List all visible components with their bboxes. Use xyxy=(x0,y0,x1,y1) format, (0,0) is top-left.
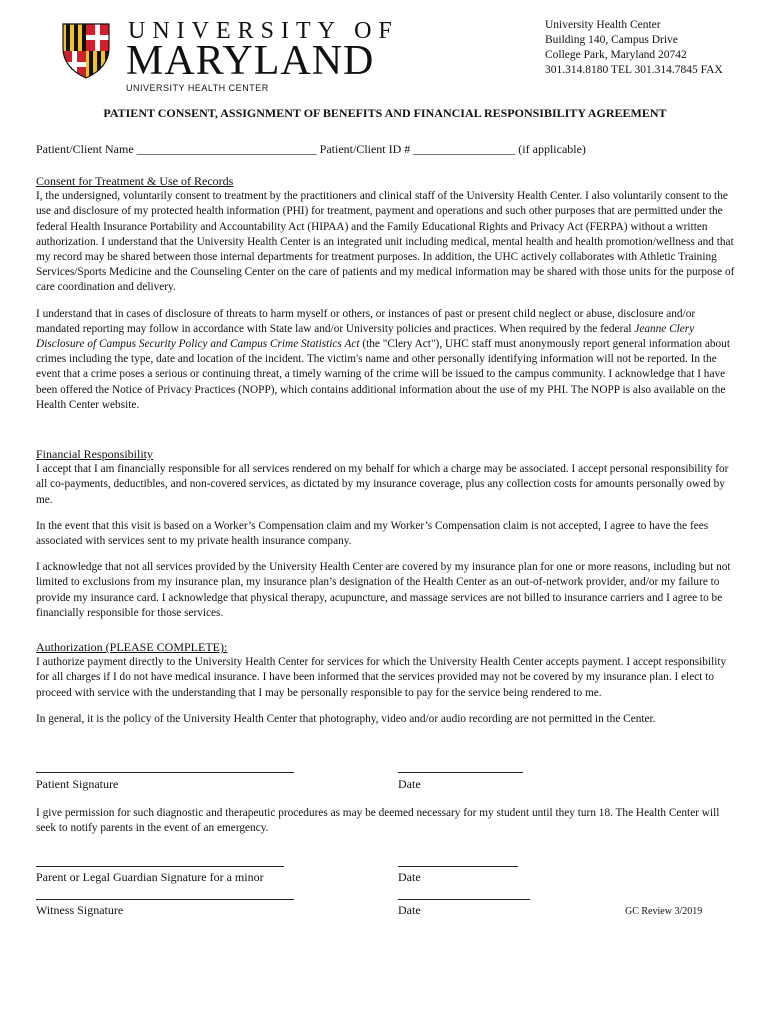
address-line: University Health Center xyxy=(545,19,661,31)
patient-name-id-field[interactable]: Patient/Client Name ______________________________ Patient/Client ID # _________________ (if applicable) xyxy=(36,142,586,156)
witness-signature-label: Witness Signature xyxy=(36,903,124,917)
patient-signature-label: Patient Signature xyxy=(36,777,119,791)
authorization-heading: Authorization (PLEASE COMPLETE): xyxy=(36,640,228,654)
authorization-paragraph-2: In general, it is the policy of the University Health Center that photography, video and/or audio recording are not permitted in the Center. xyxy=(36,712,656,725)
financial-heading: Financial Responsibility xyxy=(36,447,153,461)
financial-paragraph-1: I accept that I am financially responsible for all services rendered on my behalf for which a charge may be associated. I accept personal responsibility for all co-payments, deductibles, and non-covered services, as dictated by my insurance coverage, plus any collection costs for amounts personally owed by me. xyxy=(36,463,729,506)
consent-section xyxy=(36,174,736,413)
guardian-date-line[interactable] xyxy=(398,866,518,867)
financial-section xyxy=(36,447,736,621)
consent-heading: Consent for Treatment & Use of Records xyxy=(36,174,234,188)
consent-p2-text-a: I understand that in cases of disclosure of threats to harm myself or others, or instances of past or present child neglect or abuse, disclosure and/or mandated reporting may follow in accordance with State law and/or University policies and practices. When required by the federal xyxy=(36,307,696,335)
witness-signature-line[interactable] xyxy=(36,899,294,900)
phone-fax-line: 301.314.8180 TEL 301.314.7845 FAX xyxy=(545,64,723,76)
witness-date-label: Date xyxy=(398,903,421,917)
financial-paragraph-2: In the event that this visit is based on a Worker’s Compensation claim and my Worker’s Compensation claim is not accepted, I agree to have the fees associated with services sent to my private health insurance company. xyxy=(36,519,709,548)
minor-permission-text: I give permission for such diagnostic and therapeutic procedures as may be deemed necessary for my student until they turn 18. The Health Center will seek to notify parents in the event of an emergency. xyxy=(36,807,720,835)
authorization-paragraph-1: I authorize payment directly to the University Health Center for services for which the University Health Center accepts payment. I accept responsibility for all charges if I do not have medical insurance. I have been informed that the services provided may not be covered by my insurance plan. I elect to proceed with service with the understanding that I may be personally responsible to pay for the service being rendered to me. xyxy=(36,656,727,699)
authorization-section xyxy=(36,640,736,727)
minor-permission-section xyxy=(36,806,736,836)
consent-paragraph-1: I, the undersigned, voluntarily consent to treatment by the practitioners and clinical staff of the University Health Center. I also voluntarily consent to the use and disclosure of my protected health information (PHI) for treatment, payment and operations and such other purposes that are permitted under the federal Health Insurance Portability and Accountability Act (HIPAA) and the Family Educational Rights and Privacy Act (FERPA) without a written authorization. I understand that the University Health Center is an integrated unit including medical, mental health and health promotion/wellness and that my record may be shared between those internal departments for treatment purposes. In addition, the UHC actively collaborates with Athletic Training Services/Sports Medicine and the Counseling Center on the care of patients and my medical information may be shared with those units for the purpose of care coordination and delivery. xyxy=(36,190,735,294)
maryland-flag-shield-icon xyxy=(55,18,117,80)
clery-act-title: Jeanne Clery Disclosure of Campus Security Policy and Campus Crime Statistics Act xyxy=(36,322,695,351)
financial-paragraph-3: I acknowledge that not all services provided by the University Health Center are covered by my insurance plan for one or more reasons, including but not limited to exclusions from my insurance plan, my insurance plan’s designation of the Health Center as an out-of-network provider, and/or my failure to provide my insurance card. I acknowledge that physical therapy, acupuncture, and massage services are not billed to insurance carriers and I agree to be financially responsible for those services. xyxy=(36,561,731,619)
consent-paragraph-2 xyxy=(36,307,736,413)
health-center-subtitle: UNIVERSITY HEALTH CENTER xyxy=(126,83,269,93)
witness-date-line[interactable] xyxy=(398,899,530,900)
guardian-signature-line[interactable] xyxy=(36,866,284,867)
document-title: PATIENT CONSENT, ASSIGNMENT OF BENEFITS AND FINANCIAL RESPONSIBILITY AGREEMENT xyxy=(103,106,667,120)
address-block xyxy=(545,18,723,78)
guardian-signature-label: Parent or Legal Guardian Signature for a minor xyxy=(36,870,264,884)
address-line: College Park, Maryland 20742 xyxy=(545,49,687,61)
address-line: Building 140, Campus Drive xyxy=(545,34,678,46)
guardian-date-label: Date xyxy=(398,870,421,884)
patient-signature-line[interactable] xyxy=(36,772,294,773)
review-stamp: GC Review 3/2019 xyxy=(625,906,703,917)
patient-date-line[interactable] xyxy=(398,772,523,773)
maryland-wordmark: MARYLAND xyxy=(126,38,375,84)
consent-p2-text-b: (the "Clery Act"), UHC staff must anonymously report general information about crimes including the type, date and location of the incident. The victim's name and other personally identifying information will not be reported. In the event that a crime poses a serious or continuing threat, a timely warning of the crime will be issued to the campus community. I acknowledge that I have been offered the Notice of Privacy Practices (NOPP), which contains additional information about the use of my PHI. The NOPP is also available on the Health Center website. xyxy=(36,338,730,411)
patient-date-label: Date xyxy=(398,777,421,791)
university-of-wordmark: UNIVERSITY OF xyxy=(128,18,399,44)
